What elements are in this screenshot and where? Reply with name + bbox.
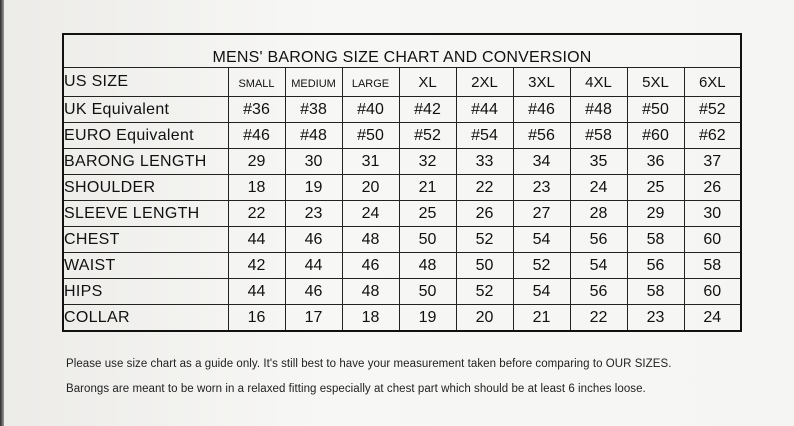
value-cell: 24 bbox=[342, 201, 399, 227]
value-cell: 20 bbox=[456, 305, 513, 332]
value-cell: 20 bbox=[342, 175, 399, 201]
value-cell: 48 bbox=[342, 279, 399, 305]
value-cell: 33 bbox=[456, 149, 513, 175]
value-cell: #46 bbox=[513, 97, 570, 123]
notes-section bbox=[66, 358, 671, 408]
chart-title: MENS' BARONG SIZE CHART AND CONVERSION bbox=[63, 34, 741, 68]
value-cell: 52 bbox=[513, 253, 570, 279]
chart-body bbox=[63, 68, 741, 332]
value-cell: 58 bbox=[684, 253, 741, 279]
value-cell: #50 bbox=[342, 123, 399, 149]
row-label: WAIST bbox=[63, 253, 228, 279]
value-cell: #48 bbox=[570, 97, 627, 123]
value-cell: 21 bbox=[513, 305, 570, 332]
table-row bbox=[63, 201, 741, 227]
value-cell: 42 bbox=[228, 253, 285, 279]
row-label: SLEEVE LENGTH bbox=[63, 201, 228, 227]
value-cell: 31 bbox=[342, 149, 399, 175]
size-header-cell: 4XL bbox=[570, 68, 627, 97]
value-cell: 50 bbox=[399, 279, 456, 305]
value-cell: 24 bbox=[684, 305, 741, 332]
value-cell: 52 bbox=[456, 279, 513, 305]
value-cell: 22 bbox=[456, 175, 513, 201]
row-label: CHEST bbox=[63, 227, 228, 253]
value-cell: #54 bbox=[456, 123, 513, 149]
value-cell: 18 bbox=[228, 175, 285, 201]
value-cell: 56 bbox=[570, 227, 627, 253]
value-cell: 29 bbox=[228, 149, 285, 175]
value-cell: 56 bbox=[627, 253, 684, 279]
value-cell: 54 bbox=[570, 253, 627, 279]
value-cell: 25 bbox=[399, 201, 456, 227]
value-cell: 54 bbox=[513, 279, 570, 305]
value-cell: 21 bbox=[399, 175, 456, 201]
table-row bbox=[63, 305, 741, 332]
size-header-cell: SMALL bbox=[228, 68, 285, 97]
value-cell: 23 bbox=[285, 201, 342, 227]
value-cell: 23 bbox=[513, 175, 570, 201]
value-cell: 58 bbox=[627, 279, 684, 305]
value-cell: #38 bbox=[285, 97, 342, 123]
size-header-cell: LARGE bbox=[342, 68, 399, 97]
value-cell: #46 bbox=[228, 123, 285, 149]
row-label: UK Equivalent bbox=[63, 97, 228, 123]
table-row bbox=[63, 227, 741, 253]
size-header-cell: 3XL bbox=[513, 68, 570, 97]
value-cell: 60 bbox=[684, 279, 741, 305]
row-label: BARONG LENGTH bbox=[63, 149, 228, 175]
value-cell: #60 bbox=[627, 123, 684, 149]
note-guide: Please use size chart as a guide only. It's still best to have your measurement taken before comparing to OUR SIZES. bbox=[66, 358, 672, 370]
value-cell: 34 bbox=[513, 149, 570, 175]
table-row bbox=[63, 175, 741, 201]
value-cell: 35 bbox=[570, 149, 627, 175]
value-cell: 28 bbox=[570, 201, 627, 227]
value-cell: 22 bbox=[228, 201, 285, 227]
table-row bbox=[63, 149, 741, 175]
value-cell: #58 bbox=[570, 123, 627, 149]
value-cell: 25 bbox=[627, 175, 684, 201]
value-cell: 52 bbox=[456, 227, 513, 253]
value-cell: 44 bbox=[228, 227, 285, 253]
table-row bbox=[63, 97, 741, 123]
value-cell: 32 bbox=[399, 149, 456, 175]
value-cell: 46 bbox=[342, 253, 399, 279]
value-cell: 23 bbox=[627, 305, 684, 332]
value-cell: 29 bbox=[627, 201, 684, 227]
row-label: COLLAR bbox=[63, 305, 228, 332]
value-cell: 19 bbox=[399, 305, 456, 332]
size-header-cell: MEDIUM bbox=[285, 68, 342, 97]
table-row-us-size bbox=[63, 68, 741, 97]
value-cell: #50 bbox=[627, 97, 684, 123]
value-cell: 46 bbox=[285, 227, 342, 253]
size-header-cell: 2XL bbox=[456, 68, 513, 97]
value-cell: 24 bbox=[570, 175, 627, 201]
value-cell: #36 bbox=[228, 97, 285, 123]
value-cell: #52 bbox=[399, 123, 456, 149]
value-cell: 58 bbox=[627, 227, 684, 253]
value-cell: #62 bbox=[684, 123, 741, 149]
value-cell: #52 bbox=[684, 97, 741, 123]
scan-edge bbox=[0, 0, 4, 426]
row-label: US SIZE bbox=[63, 68, 228, 97]
row-label: HIPS bbox=[63, 279, 228, 305]
row-label: SHOULDER bbox=[63, 175, 228, 201]
value-cell: 36 bbox=[627, 149, 684, 175]
table-row bbox=[63, 279, 741, 305]
value-cell: 50 bbox=[399, 227, 456, 253]
value-cell: 44 bbox=[228, 279, 285, 305]
value-cell: #42 bbox=[399, 97, 456, 123]
value-cell: 22 bbox=[570, 305, 627, 332]
value-cell: 27 bbox=[513, 201, 570, 227]
value-cell: 30 bbox=[285, 149, 342, 175]
table-row bbox=[63, 123, 741, 149]
value-cell: #44 bbox=[456, 97, 513, 123]
size-chart-table bbox=[62, 33, 742, 332]
value-cell: #40 bbox=[342, 97, 399, 123]
value-cell: 37 bbox=[684, 149, 741, 175]
value-cell: #56 bbox=[513, 123, 570, 149]
value-cell: 54 bbox=[513, 227, 570, 253]
note-fitting: Barongs are meant to be worn in a relaxed fitting especially at chest part which should be at least 6 inches loose. bbox=[66, 383, 646, 395]
value-cell: 44 bbox=[285, 253, 342, 279]
value-cell: 46 bbox=[285, 279, 342, 305]
value-cell: 26 bbox=[684, 175, 741, 201]
value-cell: 16 bbox=[228, 305, 285, 332]
value-cell: 56 bbox=[570, 279, 627, 305]
value-cell: 19 bbox=[285, 175, 342, 201]
value-cell: 50 bbox=[456, 253, 513, 279]
value-cell: 26 bbox=[456, 201, 513, 227]
size-header-cell: XL bbox=[399, 68, 456, 97]
value-cell: 48 bbox=[399, 253, 456, 279]
value-cell: 18 bbox=[342, 305, 399, 332]
size-header-cell: 5XL bbox=[627, 68, 684, 97]
value-cell: 60 bbox=[684, 227, 741, 253]
value-cell: 30 bbox=[684, 201, 741, 227]
table-row bbox=[63, 253, 741, 279]
size-header-cell: 6XL bbox=[684, 68, 741, 97]
value-cell: 48 bbox=[342, 227, 399, 253]
value-cell: 17 bbox=[285, 305, 342, 332]
value-cell: #48 bbox=[285, 123, 342, 149]
row-label: EURO Equivalent bbox=[63, 123, 228, 149]
